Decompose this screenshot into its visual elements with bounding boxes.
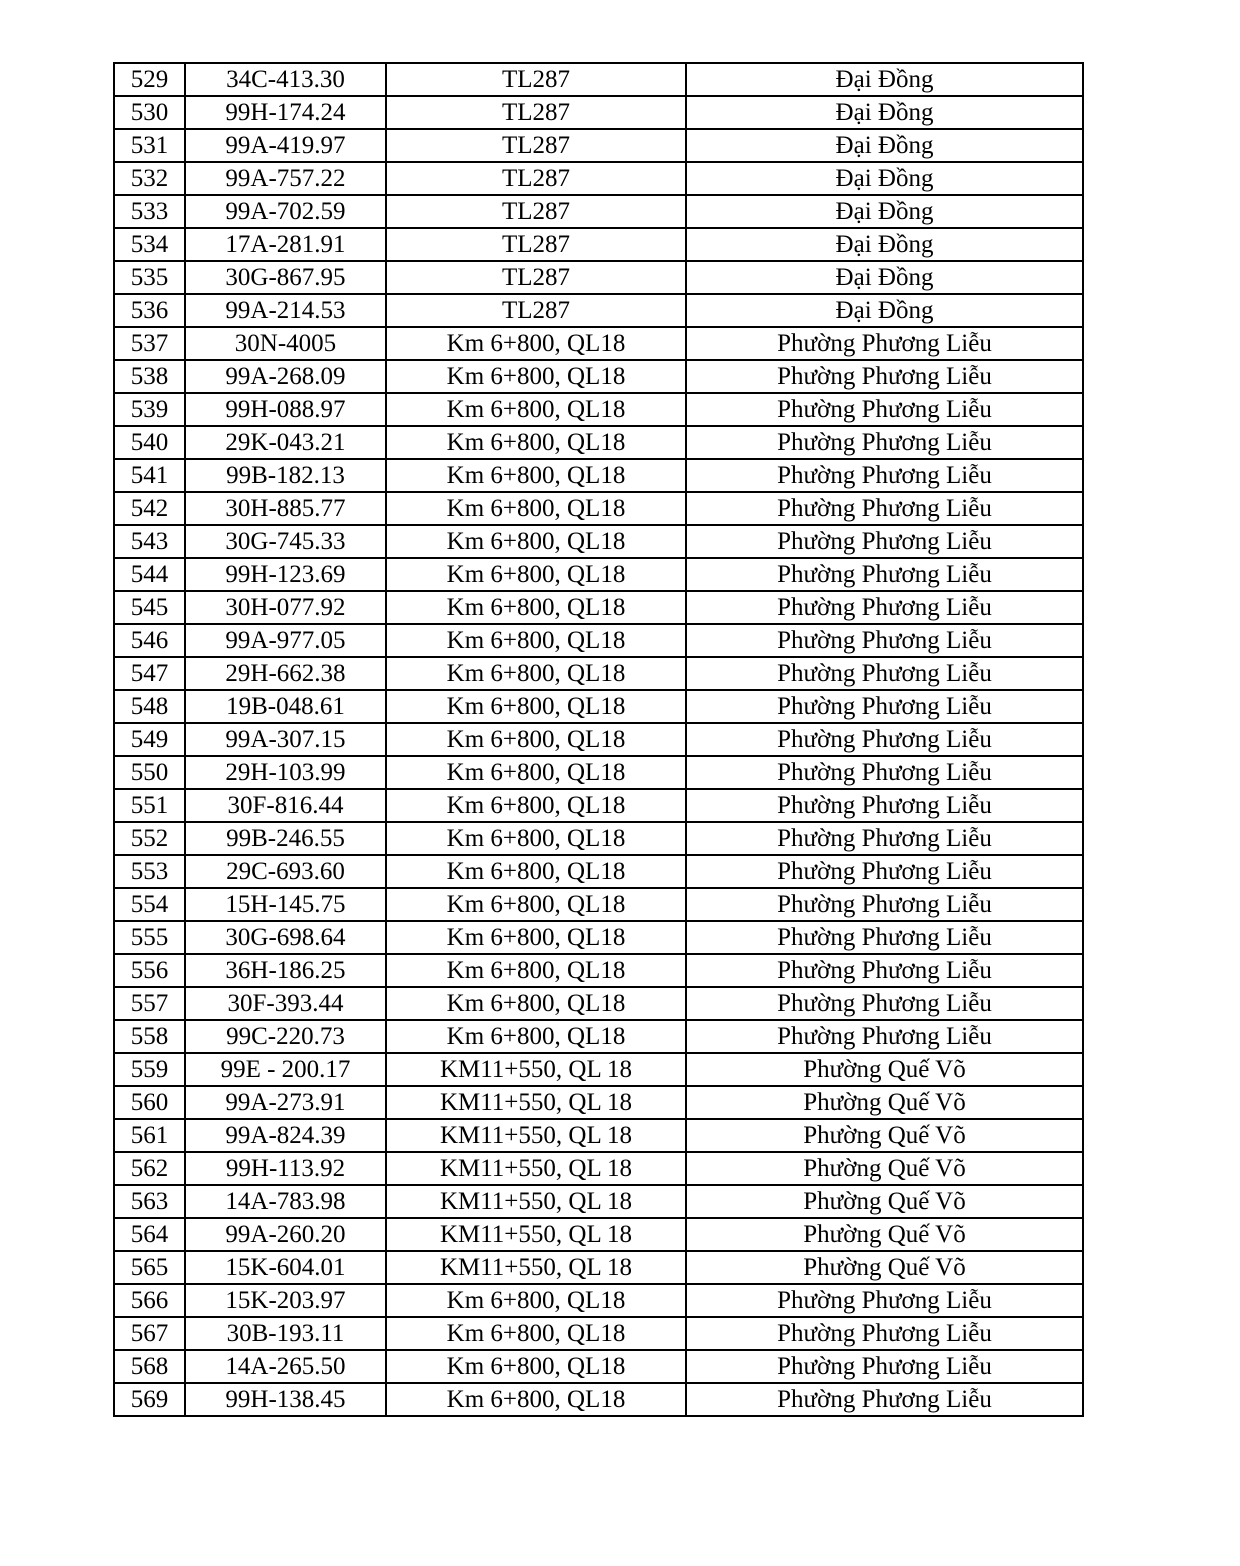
row-number-cell: 544 <box>114 558 185 591</box>
ward-cell: Phường Quế Võ <box>686 1185 1083 1218</box>
table-row <box>114 426 1083 459</box>
location-cell: Km 6+800, QL18 <box>386 855 686 888</box>
ward-cell: Đại Đồng <box>686 63 1083 96</box>
license-plate-cell: 99A-702.59 <box>185 195 386 228</box>
license-plate-cell: 30G-745.33 <box>185 525 386 558</box>
row-number-cell: 557 <box>114 987 185 1020</box>
location-cell: Km 6+800, QL18 <box>386 558 686 591</box>
row-number-cell: 545 <box>114 591 185 624</box>
row-number-cell: 564 <box>114 1218 185 1251</box>
license-plate-cell: 15K-203.97 <box>185 1284 386 1317</box>
table-row <box>114 360 1083 393</box>
row-number-cell: 530 <box>114 96 185 129</box>
row-number-cell: 565 <box>114 1251 185 1284</box>
table-row <box>114 492 1083 525</box>
row-number-cell: 567 <box>114 1317 185 1350</box>
location-cell: KM11+550, QL 18 <box>386 1251 686 1284</box>
row-number-cell: 555 <box>114 921 185 954</box>
location-cell: Km 6+800, QL18 <box>386 756 686 789</box>
license-plate-cell: 99A-273.91 <box>185 1086 386 1119</box>
row-number-cell: 551 <box>114 789 185 822</box>
row-number-cell: 529 <box>114 63 185 96</box>
row-number-cell: 540 <box>114 426 185 459</box>
ward-cell: Phường Phương Liễu <box>686 492 1083 525</box>
table-row <box>114 1317 1083 1350</box>
location-cell: TL287 <box>386 294 686 327</box>
ward-cell: Phường Phương Liễu <box>686 789 1083 822</box>
row-number-cell: 568 <box>114 1350 185 1383</box>
table-row <box>114 690 1083 723</box>
location-cell: Km 6+800, QL18 <box>386 327 686 360</box>
table-row <box>114 657 1083 690</box>
table-row <box>114 1053 1083 1086</box>
table-row <box>114 1251 1083 1284</box>
row-number-cell: 531 <box>114 129 185 162</box>
location-cell: TL287 <box>386 195 686 228</box>
row-number-cell: 553 <box>114 855 185 888</box>
license-plate-cell: 99H-174.24 <box>185 96 386 129</box>
location-cell: Km 6+800, QL18 <box>386 1020 686 1053</box>
row-number-cell: 560 <box>114 1086 185 1119</box>
license-plate-cell: 99A-307.15 <box>185 723 386 756</box>
table-row <box>114 1119 1083 1152</box>
location-cell: Km 6+800, QL18 <box>386 789 686 822</box>
table-body <box>114 63 1083 1416</box>
location-cell: Km 6+800, QL18 <box>386 459 686 492</box>
table-row <box>114 1284 1083 1317</box>
table-row <box>114 459 1083 492</box>
location-cell: Km 6+800, QL18 <box>386 690 686 723</box>
license-plate-cell: 30F-393.44 <box>185 987 386 1020</box>
ward-cell: Phường Quế Võ <box>686 1152 1083 1185</box>
location-cell: TL287 <box>386 129 686 162</box>
location-cell: TL287 <box>386 63 686 96</box>
violation-table <box>113 62 1084 1417</box>
location-cell: TL287 <box>386 261 686 294</box>
location-cell: Km 6+800, QL18 <box>386 525 686 558</box>
table-row <box>114 822 1083 855</box>
location-cell: Km 6+800, QL18 <box>386 888 686 921</box>
row-number-cell: 534 <box>114 228 185 261</box>
ward-cell: Phường Phương Liễu <box>686 1020 1083 1053</box>
location-cell: TL287 <box>386 228 686 261</box>
ward-cell: Phường Phương Liễu <box>686 426 1083 459</box>
location-cell: Km 6+800, QL18 <box>386 657 686 690</box>
table-row <box>114 1383 1083 1416</box>
location-cell: Km 6+800, QL18 <box>386 1284 686 1317</box>
license-plate-cell: 15H-145.75 <box>185 888 386 921</box>
ward-cell: Đại Đồng <box>686 228 1083 261</box>
ward-cell: Phường Phương Liễu <box>686 1284 1083 1317</box>
license-plate-cell: 15K-604.01 <box>185 1251 386 1284</box>
ward-cell: Phường Phương Liễu <box>686 459 1083 492</box>
table-row <box>114 921 1083 954</box>
row-number-cell: 548 <box>114 690 185 723</box>
ward-cell: Phường Phương Liễu <box>686 591 1083 624</box>
license-plate-cell: 99H-113.92 <box>185 1152 386 1185</box>
table-row <box>114 228 1083 261</box>
license-plate-cell: 36H-186.25 <box>185 954 386 987</box>
ward-cell: Phường Phương Liễu <box>686 954 1083 987</box>
table-row <box>114 558 1083 591</box>
row-number-cell: 559 <box>114 1053 185 1086</box>
location-cell: Km 6+800, QL18 <box>386 591 686 624</box>
row-number-cell: 535 <box>114 261 185 294</box>
row-number-cell: 554 <box>114 888 185 921</box>
license-plate-cell: 99B-246.55 <box>185 822 386 855</box>
license-plate-cell: 99A-977.05 <box>185 624 386 657</box>
row-number-cell: 539 <box>114 393 185 426</box>
row-number-cell: 542 <box>114 492 185 525</box>
table-row <box>114 987 1083 1020</box>
ward-cell: Phường Phương Liễu <box>686 1350 1083 1383</box>
ward-cell: Phường Phương Liễu <box>686 888 1083 921</box>
row-number-cell: 533 <box>114 195 185 228</box>
table-row <box>114 63 1083 96</box>
ward-cell: Phường Quế Võ <box>686 1119 1083 1152</box>
row-number-cell: 541 <box>114 459 185 492</box>
table-row <box>114 1086 1083 1119</box>
ward-cell: Phường Phương Liễu <box>686 525 1083 558</box>
ward-cell: Phường Phương Liễu <box>686 855 1083 888</box>
ward-cell: Phường Phương Liễu <box>686 558 1083 591</box>
ward-cell: Phường Phương Liễu <box>686 393 1083 426</box>
row-number-cell: 543 <box>114 525 185 558</box>
license-plate-cell: 99E - 200.17 <box>185 1053 386 1086</box>
license-plate-cell: 99A-260.20 <box>185 1218 386 1251</box>
license-plate-cell: 99H-123.69 <box>185 558 386 591</box>
license-plate-cell: 30G-867.95 <box>185 261 386 294</box>
ward-cell: Phường Quế Võ <box>686 1218 1083 1251</box>
license-plate-cell: 30H-885.77 <box>185 492 386 525</box>
license-plate-cell: 99A-757.22 <box>185 162 386 195</box>
license-plate-cell: 99B-182.13 <box>185 459 386 492</box>
table-row <box>114 1020 1083 1053</box>
license-plate-cell: 30B-193.11 <box>185 1317 386 1350</box>
table-row <box>114 1350 1083 1383</box>
ward-cell: Phường Phương Liễu <box>686 822 1083 855</box>
license-plate-cell: 30N-4005 <box>185 327 386 360</box>
row-number-cell: 532 <box>114 162 185 195</box>
row-number-cell: 547 <box>114 657 185 690</box>
table-row <box>114 855 1083 888</box>
row-number-cell: 550 <box>114 756 185 789</box>
location-cell: KM11+550, QL 18 <box>386 1086 686 1119</box>
license-plate-cell: 99A-419.97 <box>185 129 386 162</box>
location-cell: Km 6+800, QL18 <box>386 1383 686 1416</box>
row-number-cell: 562 <box>114 1152 185 1185</box>
table-row <box>114 1152 1083 1185</box>
license-plate-cell: 99A-214.53 <box>185 294 386 327</box>
license-plate-cell: 30H-077.92 <box>185 591 386 624</box>
table-row <box>114 1185 1083 1218</box>
license-plate-cell: 29K-043.21 <box>185 426 386 459</box>
table-row <box>114 525 1083 558</box>
row-number-cell: 549 <box>114 723 185 756</box>
ward-cell: Đại Đồng <box>686 129 1083 162</box>
location-cell: Km 6+800, QL18 <box>386 954 686 987</box>
table-row <box>114 591 1083 624</box>
location-cell: KM11+550, QL 18 <box>386 1152 686 1185</box>
ward-cell: Phường Phương Liễu <box>686 723 1083 756</box>
table-row <box>114 954 1083 987</box>
license-plate-cell: 29C-693.60 <box>185 855 386 888</box>
location-cell: Km 6+800, QL18 <box>386 987 686 1020</box>
ward-cell: Đại Đồng <box>686 195 1083 228</box>
ward-cell: Đại Đồng <box>686 96 1083 129</box>
ward-cell: Phường Phương Liễu <box>686 360 1083 393</box>
license-plate-cell: 99H-088.97 <box>185 393 386 426</box>
ward-cell: Phường Phương Liễu <box>686 1383 1083 1416</box>
license-plate-cell: 99H-138.45 <box>185 1383 386 1416</box>
table-row <box>114 393 1083 426</box>
table-row <box>114 327 1083 360</box>
location-cell: Km 6+800, QL18 <box>386 624 686 657</box>
table-row <box>114 723 1083 756</box>
table-row <box>114 261 1083 294</box>
table-row <box>114 195 1083 228</box>
license-plate-cell: 14A-783.98 <box>185 1185 386 1218</box>
location-cell: Km 6+800, QL18 <box>386 723 686 756</box>
ward-cell: Phường Quế Võ <box>686 1053 1083 1086</box>
table-row <box>114 624 1083 657</box>
location-cell: KM11+550, QL 18 <box>386 1119 686 1152</box>
table-row <box>114 1218 1083 1251</box>
license-plate-cell: 99A-268.09 <box>185 360 386 393</box>
row-number-cell: 566 <box>114 1284 185 1317</box>
license-plate-cell: 19B-048.61 <box>185 690 386 723</box>
row-number-cell: 552 <box>114 822 185 855</box>
ward-cell: Đại Đồng <box>686 294 1083 327</box>
license-plate-cell: 99A-824.39 <box>185 1119 386 1152</box>
ward-cell: Đại Đồng <box>686 162 1083 195</box>
license-plate-cell: 30F-816.44 <box>185 789 386 822</box>
ward-cell: Phường Phương Liễu <box>686 327 1083 360</box>
row-number-cell: 537 <box>114 327 185 360</box>
row-number-cell: 558 <box>114 1020 185 1053</box>
table-row <box>114 789 1083 822</box>
row-number-cell: 556 <box>114 954 185 987</box>
location-cell: Km 6+800, QL18 <box>386 1350 686 1383</box>
license-plate-cell: 99C-220.73 <box>185 1020 386 1053</box>
ward-cell: Phường Phương Liễu <box>686 657 1083 690</box>
table-row <box>114 756 1083 789</box>
location-cell: KM11+550, QL 18 <box>386 1185 686 1218</box>
row-number-cell: 538 <box>114 360 185 393</box>
row-number-cell: 563 <box>114 1185 185 1218</box>
location-cell: TL287 <box>386 96 686 129</box>
ward-cell: Phường Phương Liễu <box>686 987 1083 1020</box>
table-row <box>114 294 1083 327</box>
location-cell: Km 6+800, QL18 <box>386 921 686 954</box>
location-cell: KM11+550, QL 18 <box>386 1053 686 1086</box>
location-cell: TL287 <box>386 162 686 195</box>
row-number-cell: 561 <box>114 1119 185 1152</box>
license-plate-cell: 29H-662.38 <box>185 657 386 690</box>
license-plate-cell: 30G-698.64 <box>185 921 386 954</box>
row-number-cell: 569 <box>114 1383 185 1416</box>
location-cell: KM11+550, QL 18 <box>386 1218 686 1251</box>
table-row <box>114 162 1083 195</box>
ward-cell: Phường Phương Liễu <box>686 690 1083 723</box>
ward-cell: Phường Phương Liễu <box>686 624 1083 657</box>
location-cell: Km 6+800, QL18 <box>386 393 686 426</box>
table-row <box>114 96 1083 129</box>
table-row <box>114 888 1083 921</box>
license-plate-cell: 34C-413.30 <box>185 63 386 96</box>
table-row <box>114 129 1083 162</box>
ward-cell: Phường Phương Liễu <box>686 921 1083 954</box>
row-number-cell: 536 <box>114 294 185 327</box>
location-cell: Km 6+800, QL18 <box>386 360 686 393</box>
license-plate-cell: 29H-103.99 <box>185 756 386 789</box>
ward-cell: Phường Phương Liễu <box>686 756 1083 789</box>
ward-cell: Đại Đồng <box>686 261 1083 294</box>
location-cell: Km 6+800, QL18 <box>386 492 686 525</box>
location-cell: Km 6+800, QL18 <box>386 822 686 855</box>
ward-cell: Phường Phương Liễu <box>686 1317 1083 1350</box>
ward-cell: Phường Quế Võ <box>686 1086 1083 1119</box>
row-number-cell: 546 <box>114 624 185 657</box>
location-cell: Km 6+800, QL18 <box>386 1317 686 1350</box>
ward-cell: Phường Quế Võ <box>686 1251 1083 1284</box>
license-plate-cell: 14A-265.50 <box>185 1350 386 1383</box>
license-plate-cell: 17A-281.91 <box>185 228 386 261</box>
location-cell: Km 6+800, QL18 <box>386 426 686 459</box>
